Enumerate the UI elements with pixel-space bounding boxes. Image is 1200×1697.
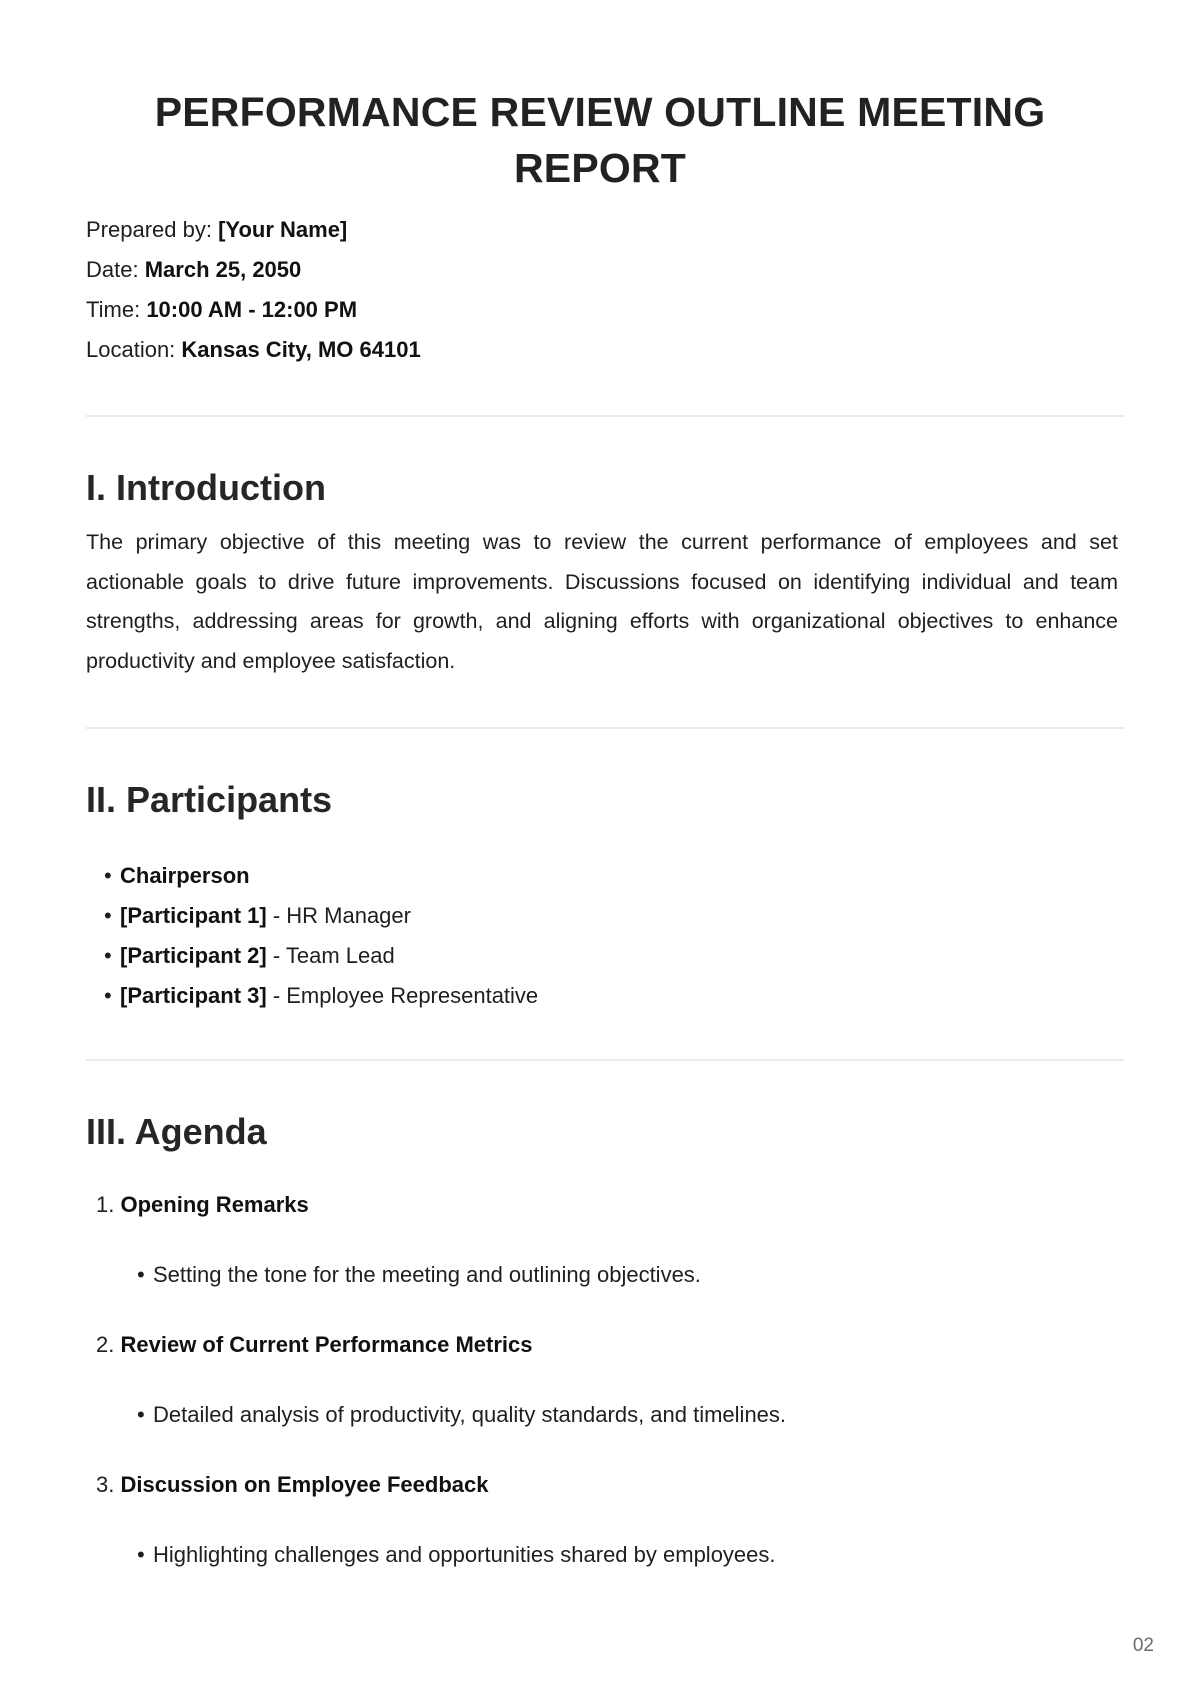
page-number: 02 <box>1132 1635 1154 1656</box>
participant-name: [Participant 2] <box>120 943 267 968</box>
agenda-item <box>96 1190 309 1220</box>
agenda-detail: • Setting the tone for the meeting and outlining objectives. <box>137 1262 701 1287</box>
agenda-item <box>96 1330 533 1360</box>
agenda-heading: III. Agenda <box>86 1111 267 1152</box>
participants-heading: II. Participants <box>86 779 333 820</box>
agenda-number: 1. <box>96 1192 115 1217</box>
participant-role: - HR Manager <box>266 903 411 928</box>
participant-name: [Participant 3] <box>120 983 267 1008</box>
date-value: March 25, 2050 <box>144 257 302 282</box>
section-divider <box>86 727 1124 729</box>
date-row <box>86 250 421 290</box>
participants-list <box>104 856 538 1016</box>
list-item: • [Participant 3] - Employee Representative <box>104 983 539 1008</box>
location-row <box>86 330 421 370</box>
page-title: PERFORMANCE REVIEW OUTLINE MEETING REPORT <box>154 89 1046 191</box>
agenda-detail-text: Highlighting challenges and opportunities shared by employees. <box>153 1542 776 1567</box>
time-value: 10:00 AM - 12:00 PM <box>146 297 358 322</box>
location-label: Location: <box>86 337 176 362</box>
introduction-heading: I. Introduction <box>86 467 326 508</box>
introduction-body: The primary objective of this meeting was to review the current performance of employees and set actionable goals to drive future improvements. Discussions focused on identifying individual and team strengths, addressing areas for growth, and aligning efforts with organizational objectives to enhance productivity and employee satisfaction. <box>86 530 1118 673</box>
agenda-detail-text: Detailed analysis of productivity, quality standards, and timelines. <box>153 1402 787 1427</box>
agenda-title: Discussion on Employee Feedback <box>120 1472 489 1497</box>
section-divider <box>86 1059 1124 1061</box>
location-value: Kansas City, MO 64101 <box>181 337 421 362</box>
agenda-title: Review of Current Performance Metrics <box>120 1332 533 1357</box>
list-item: • Chairperson <box>104 863 250 888</box>
agenda-detail: • Detailed analysis of productivity, quality standards, and timelines. <box>137 1402 787 1427</box>
meeting-details <box>86 210 421 370</box>
agenda-item <box>96 1470 489 1500</box>
participant-role: - Team Lead <box>266 943 395 968</box>
agenda-detail: • Highlighting challenges and opportunities shared by employees. <box>137 1542 776 1567</box>
prepared-by-row <box>86 210 421 250</box>
participant-role: - Employee Representative <box>266 983 539 1008</box>
agenda-title: Opening Remarks <box>120 1192 309 1217</box>
section-divider <box>86 415 1124 417</box>
list-item: • [Participant 1] - HR Manager <box>104 903 411 928</box>
time-row <box>86 290 421 330</box>
agenda-number: 2. <box>96 1332 115 1357</box>
participant-name: [Participant 1] <box>120 903 267 928</box>
time-label: Time: <box>86 297 141 322</box>
list-item: • [Participant 2] - Team Lead <box>104 943 395 968</box>
date-label: Date: <box>86 257 139 282</box>
prepared-by-value: [Your Name] <box>218 217 348 242</box>
participant-name: Chairperson <box>120 863 250 888</box>
agenda-number: 3. <box>96 1472 115 1497</box>
agenda-detail-text: Setting the tone for the meeting and outlining objectives. <box>153 1262 701 1287</box>
prepared-by-label: Prepared by: <box>86 217 212 242</box>
